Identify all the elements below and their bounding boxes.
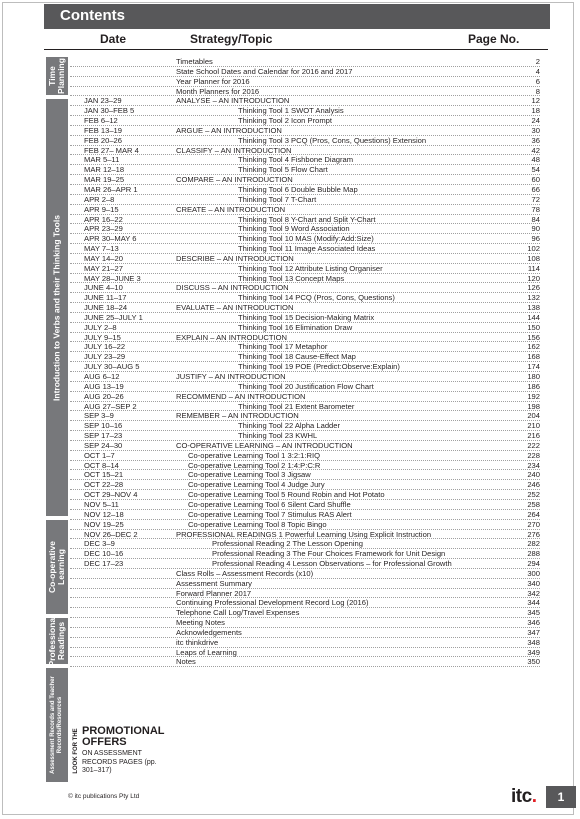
- row-topic[interactable]: Meeting Notes: [176, 618, 225, 628]
- row-date: FEB 6–12: [84, 116, 118, 126]
- row-page-number: 36: [531, 135, 540, 145]
- row-date: MAY 7–13: [84, 244, 119, 254]
- itc-logo-text: itc: [511, 786, 532, 807]
- section-label: Time Planning: [47, 58, 66, 94]
- row-topic[interactable]: Co-operative Learning Tool 3 Jigsaw: [188, 470, 311, 480]
- table-row: [70, 618, 540, 628]
- table-row: [70, 57, 540, 67]
- row-topic[interactable]: Assessment Summary: [176, 578, 252, 588]
- row-topic[interactable]: Thinking Tool 23 KWHL: [238, 431, 318, 441]
- row-date: SEP 3–9: [84, 411, 114, 421]
- row-topic[interactable]: CLASSIFY – AN INTRODUCTION: [176, 145, 292, 155]
- row-topic[interactable]: Timetables: [176, 57, 213, 66]
- row-date: FEB 13–19: [84, 125, 122, 135]
- row-date: NOV 19–25: [84, 519, 124, 529]
- row-date: APR 16–22: [84, 214, 123, 224]
- row-page-number: 4: [535, 66, 540, 76]
- row-page-number: 24: [531, 116, 540, 126]
- row-page-number: 72: [531, 194, 540, 204]
- row-topic[interactable]: Notes: [176, 657, 196, 667]
- row-page-number: 168: [527, 352, 540, 362]
- row-page-number: 120: [527, 273, 540, 283]
- row-page-number: 42: [531, 145, 540, 155]
- row-date: OCT 15–21: [84, 470, 124, 480]
- row-page-number: 18: [531, 106, 540, 116]
- row-page-number: 114: [527, 263, 540, 273]
- table-row: [70, 431, 540, 441]
- table-row: [70, 244, 540, 254]
- row-page-number: 204: [527, 411, 540, 421]
- row-topic[interactable]: Month Planners for 2016: [176, 86, 260, 96]
- table-row: [70, 303, 540, 313]
- table-row: [70, 205, 540, 215]
- section-cooperative-learning: [46, 520, 68, 614]
- row-page-number: 347: [527, 627, 540, 637]
- row-topic[interactable]: ANALYSE – AN INTRODUCTION: [176, 96, 290, 106]
- row-page-number: 180: [527, 372, 540, 381]
- row-date: SEP 10–16: [84, 421, 123, 431]
- row-page-number: 258: [527, 499, 540, 509]
- row-page-number: 264: [527, 509, 540, 519]
- table-row: [70, 579, 540, 589]
- row-page-number: 282: [527, 539, 540, 549]
- row-topic[interactable]: COMPARE – AN INTRODUCTION: [176, 175, 293, 185]
- row-topic[interactable]: DISCUSS – AN INTRODUCTION: [176, 283, 289, 293]
- row-topic[interactable]: REMEMBER – AN INTRODUCTION: [176, 411, 299, 421]
- row-topic[interactable]: Co-operative Learning Tool 6 Silent Card Shuffle: [188, 499, 351, 509]
- row-topic[interactable]: Co-operative Learning Tool 8 Topic Bingo: [188, 519, 327, 529]
- row-page-number: 216: [527, 431, 540, 441]
- row-date: MAR 26–APR 1: [84, 184, 138, 194]
- row-page-number: 228: [527, 450, 540, 460]
- contents-table: [70, 57, 540, 667]
- table-row: [70, 648, 540, 658]
- table-row: [70, 539, 540, 549]
- row-date: APR 9–15: [84, 204, 119, 214]
- table-row: [70, 126, 540, 136]
- row-page-number: 96: [531, 234, 540, 244]
- row-page-number: 270: [527, 519, 540, 529]
- row-page-number: 276: [527, 529, 540, 539]
- row-page-number: 108: [527, 253, 540, 263]
- section-label: Professional Readings: [47, 615, 66, 667]
- row-page-number: 349: [527, 647, 540, 657]
- table-row: [70, 283, 540, 293]
- row-topic[interactable]: Thinking Tool 4 Fishbone Diagram: [238, 155, 354, 165]
- row-date: JULY 16–22: [84, 342, 126, 352]
- row-date: SEP 17–23: [84, 431, 123, 441]
- table-row: [70, 175, 540, 185]
- row-page-number: 8: [535, 86, 540, 96]
- row-topic[interactable]: PROFESSIONAL READINGS 1 Powerful Learning Using Explicit Instruction: [176, 529, 432, 539]
- row-page-number: 30: [531, 125, 540, 135]
- row-date: AUG 6–12: [84, 372, 120, 381]
- table-row: [70, 215, 540, 225]
- table-row: [70, 490, 540, 500]
- row-date: JULY 23–29: [84, 352, 126, 362]
- row-date: MAR 12–18: [84, 165, 125, 175]
- row-date: FEB 27– MAR 4: [84, 145, 139, 155]
- header-tab: [526, 4, 550, 29]
- row-date: NOV 5–11: [84, 499, 119, 509]
- table-row: [70, 96, 540, 106]
- row-date: JUNE 4–10: [84, 283, 123, 293]
- table-row: [70, 441, 540, 451]
- table-row: [70, 451, 540, 461]
- section-assessment-records: [46, 668, 68, 782]
- table-row: [70, 165, 540, 175]
- row-topic[interactable]: Co-operative Learning Tool 4 Judge Jury: [188, 480, 325, 490]
- row-page-number: 156: [527, 332, 540, 342]
- row-date: JULY 9–15: [84, 332, 121, 342]
- row-topic[interactable]: Thinking Tool 3 PCQ (Pros, Cons, Questions) Extension: [238, 135, 427, 145]
- table-row: [70, 530, 540, 540]
- table-row: [70, 136, 540, 146]
- table-row: [70, 500, 540, 510]
- row-date: JAN 23–29: [84, 96, 122, 106]
- row-topic[interactable]: itc thinkdrive: [176, 637, 219, 647]
- section-verbs-thinking-tools: [46, 99, 68, 516]
- table-row: [70, 480, 540, 490]
- row-page-number: 288: [527, 549, 540, 559]
- row-topic[interactable]: Thinking Tool 18 Cause-Effect Map: [238, 352, 356, 362]
- row-page-number: 6: [535, 76, 540, 86]
- row-page-number: 198: [527, 401, 540, 411]
- table-row: [70, 155, 540, 165]
- section-time-planning: [46, 57, 68, 95]
- row-page-number: 294: [527, 559, 540, 569]
- row-topic[interactable]: DESCRIBE – AN INTRODUCTION: [176, 253, 294, 263]
- row-date: MAY 14–20: [84, 253, 123, 263]
- row-topic[interactable]: Thinking Tool 22 Alpha Ladder: [238, 421, 341, 431]
- copyright-text: © itc publications Pty Ltd: [68, 793, 140, 800]
- header-bar: [44, 4, 550, 29]
- promo-title: PROMOTIONAL OFFERS: [82, 725, 165, 748]
- date-column-header: Date: [100, 32, 127, 46]
- row-page-number: 240: [527, 470, 540, 480]
- row-topic[interactable]: CO-OPERATIVE LEARNING – AN INTRODUCTION: [176, 440, 353, 450]
- row-topic[interactable]: Thinking Tool 12 Attribute Listing Organiser: [238, 263, 383, 273]
- row-topic[interactable]: Thinking Tool 15 Decision-Making Matrix: [238, 312, 375, 322]
- row-topic[interactable]: Professional Reading 4 Lesson Observations – for Professional Growth: [212, 559, 452, 569]
- table-row: [70, 628, 540, 638]
- row-date: OCT 29–NOV 4: [84, 490, 138, 500]
- row-page-number: 346: [527, 618, 540, 628]
- row-date: AUG 13–19: [84, 381, 124, 391]
- table-row: [70, 333, 540, 343]
- row-date: NOV 12–18: [84, 509, 124, 519]
- row-date: OCT 8–14: [84, 460, 119, 470]
- row-topic[interactable]: Thinking Tool 16 Elimination Draw: [238, 322, 353, 332]
- table-row: [70, 264, 540, 274]
- table-row: [70, 589, 540, 599]
- table-row: [70, 67, 540, 77]
- row-topic[interactable]: Co-operative Learning Tool 1 3:2:1:RIQ: [188, 450, 320, 460]
- row-page-number: 144: [527, 312, 540, 322]
- row-date: MAY 28–JUNE 3: [84, 273, 141, 283]
- table-row: [70, 195, 540, 205]
- table-row: [70, 185, 540, 195]
- table-row: [70, 146, 540, 156]
- row-topic[interactable]: Thinking Tool 13 Concept Maps: [238, 273, 345, 283]
- table-row: [70, 106, 540, 116]
- row-date: MAY 21–27: [84, 263, 123, 273]
- row-topic[interactable]: Thinking Tool 21 Extent Barometer: [238, 401, 355, 411]
- table-row: [70, 520, 540, 530]
- table-row: [70, 342, 540, 352]
- row-topic[interactable]: Co-operative Learning Tool 2 1:4:P:C:R: [188, 460, 321, 470]
- row-topic[interactable]: EXPLAIN – AN INTRODUCTION: [176, 332, 287, 342]
- row-date: DEC 3–9: [84, 539, 115, 549]
- table-row: [70, 510, 540, 520]
- row-topic[interactable]: Thinking Tool 9 Word Association: [238, 224, 350, 234]
- row-topic[interactable]: Thinking Tool 1 SWOT Analysis: [238, 106, 344, 116]
- row-topic[interactable]: EVALUATE – AN INTRODUCTION: [176, 303, 294, 313]
- row-date: NOV 26–DEC 2: [84, 529, 138, 539]
- row-page-number: 162: [527, 342, 540, 352]
- row-date: JULY 2–8: [84, 322, 117, 332]
- row-topic[interactable]: State School Dates and Calendar for 2016 and 2017: [176, 66, 353, 76]
- itc-logo: itc.: [511, 786, 537, 807]
- table-row: [70, 461, 540, 471]
- table-row: [70, 608, 540, 618]
- row-date: FEB 20–26: [84, 135, 122, 145]
- row-page-number: 126: [527, 283, 540, 293]
- row-topic[interactable]: Thinking Tool 6 Double Bubble Map: [238, 184, 358, 194]
- row-page-number: 78: [531, 204, 540, 214]
- row-page-number: 348: [527, 637, 540, 647]
- row-topic[interactable]: RECOMMEND – AN INTRODUCTION: [176, 391, 306, 401]
- table-row: [70, 352, 540, 362]
- row-topic[interactable]: Thinking Tool 20 Justification Flow Chart: [238, 381, 374, 391]
- table-row: [70, 372, 540, 382]
- header-rule: [44, 49, 548, 50]
- row-topic[interactable]: Thinking Tool 19 POE (Predict:Observe:Explain): [238, 362, 400, 372]
- table-row: [70, 362, 540, 372]
- table-row: [70, 87, 540, 97]
- section-professional-readings: [46, 615, 68, 667]
- row-date: AUG 20–26: [84, 391, 124, 401]
- row-page-number: 350: [527, 657, 540, 667]
- row-date: JULY 30–AUG 5: [84, 362, 140, 372]
- row-date: MAR 5–11: [84, 155, 120, 165]
- section-label: Assessment Records and Teacher Records/Resources: [50, 676, 63, 774]
- row-topic[interactable]: JUSTIFY – AN INTRODUCTION: [176, 372, 286, 381]
- row-topic[interactable]: Thinking Tool 11 Image Associated Ideas: [238, 244, 376, 254]
- table-row: [70, 411, 540, 421]
- row-topic[interactable]: Telephone Call Log/Travel Expenses: [176, 608, 300, 618]
- row-topic[interactable]: Forward Planner 2017: [176, 588, 252, 598]
- table-row: [70, 293, 540, 303]
- row-page-number: 344: [527, 598, 540, 608]
- row-page-number: 84: [531, 214, 540, 224]
- row-date: SEP 24–30: [84, 440, 123, 450]
- table-row: [70, 323, 540, 333]
- row-page-number: 48: [531, 155, 540, 165]
- row-topic[interactable]: Thinking Tool 7 T-Chart: [238, 194, 317, 204]
- row-date: MAR 19–25: [84, 175, 125, 185]
- row-page-number: 66: [531, 184, 540, 194]
- row-topic[interactable]: Thinking Tool 8 Y-Chart and Split Y-Chart: [238, 214, 376, 224]
- row-page-number: 222: [527, 440, 540, 450]
- row-date: OCT 22–28: [84, 480, 124, 490]
- row-date: JUNE 25–JULY 1: [84, 312, 143, 322]
- row-date: JUNE 18–24: [84, 303, 128, 313]
- row-topic[interactable]: Co-operative Learning Tool 7 Stimulus RAS Alert: [188, 509, 352, 519]
- row-page-number: 234: [527, 460, 540, 470]
- row-page-number: 300: [527, 568, 540, 578]
- table-row: [70, 116, 540, 126]
- table-row: [70, 559, 540, 569]
- row-topic[interactable]: Leaps of Learning: [176, 647, 237, 657]
- promo-description: ON ASSESSMENT RECORDS PAGES (pp. 301–317): [82, 750, 157, 774]
- row-page-number: 345: [527, 608, 540, 618]
- row-page-number: 340: [527, 578, 540, 588]
- row-date: JAN 30–FEB 5: [84, 106, 135, 116]
- row-date: APR 30–MAY 6: [84, 234, 137, 244]
- row-page-number: 132: [527, 293, 540, 303]
- table-row: [70, 224, 540, 234]
- row-page-number: 210: [527, 421, 540, 431]
- row-topic[interactable]: Thinking Tool 14 PCQ (Pros, Cons, Questions): [238, 293, 395, 303]
- table-row: [70, 254, 540, 264]
- row-page-number: 246: [527, 480, 540, 490]
- row-topic[interactable]: Co-operative Learning Tool 5 Round Robin and Hot Potato: [188, 490, 385, 500]
- row-date: AUG 27–SEP 2: [84, 401, 137, 411]
- row-page-number: 2: [535, 57, 540, 66]
- row-date: APR 2–8: [84, 194, 115, 204]
- row-page-number: 342: [527, 588, 540, 598]
- page-title: Contents: [60, 7, 125, 24]
- row-page-number: 12: [531, 96, 540, 106]
- row-topic[interactable]: Year Planner for 2016: [176, 76, 250, 86]
- page-number: 1: [546, 786, 576, 808]
- table-row: [70, 274, 540, 284]
- row-page-number: 102: [527, 244, 540, 254]
- row-topic[interactable]: Professional Reading 3 The Four Choices Framework for Unit Design: [212, 549, 446, 559]
- row-topic[interactable]: Thinking Tool 2 Icon Prompt: [238, 116, 332, 126]
- row-page-number: 90: [531, 224, 540, 234]
- row-date: JUNE 11–17: [84, 293, 127, 303]
- row-topic[interactable]: ARGUE – AN INTRODUCTION: [176, 125, 282, 135]
- row-topic[interactable]: Professional Reading 2 The Lesson Opening: [212, 539, 363, 549]
- table-row: [70, 313, 540, 323]
- row-page-number: 186: [527, 381, 540, 391]
- table-row: [70, 657, 540, 667]
- strategy-column-header: Strategy/Topic: [190, 32, 273, 46]
- row-page-number: 60: [531, 175, 540, 185]
- row-page-number: 174: [527, 362, 540, 372]
- row-topic[interactable]: CREATE – AN INTRODUCTION: [176, 204, 286, 214]
- table-row: [70, 382, 540, 392]
- row-page-number: 150: [527, 322, 540, 332]
- table-row: [70, 569, 540, 579]
- row-date: OCT 1–7: [84, 450, 115, 460]
- row-page-number: 138: [527, 303, 540, 313]
- table-row: [70, 234, 540, 244]
- table-row: [70, 402, 540, 412]
- table-row: [70, 421, 540, 431]
- row-page-number: 192: [527, 391, 540, 401]
- section-label: Co-operative Learning: [47, 541, 66, 593]
- table-row: [70, 392, 540, 402]
- row-page-number: 252: [527, 490, 540, 500]
- row-topic[interactable]: Continuing Professional Development Record Log (2016): [176, 598, 369, 608]
- row-date: APR 23–29: [84, 224, 123, 234]
- row-page-number: 54: [531, 165, 540, 175]
- row-topic[interactable]: Thinking Tool 17 Metaphor: [238, 342, 328, 352]
- row-date: DEC 10–16: [84, 549, 124, 559]
- row-topic[interactable]: Thinking Tool 10 MAS (Modify:Add:Size): [238, 234, 374, 244]
- table-row: [70, 77, 540, 87]
- page-column-header: Page No.: [468, 32, 520, 46]
- row-topic[interactable]: Acknowledgements: [176, 627, 242, 637]
- table-row: [70, 470, 540, 480]
- promo-side-text: LOOK FOR THE: [73, 728, 79, 774]
- table-row: [70, 549, 540, 559]
- row-topic[interactable]: Class Rolls – Assessment Records (x10): [176, 568, 314, 578]
- table-row: [70, 598, 540, 608]
- row-topic[interactable]: Thinking Tool 5 Flow Chart: [238, 165, 328, 175]
- row-date: DEC 17–23: [84, 559, 124, 569]
- table-row: [70, 638, 540, 648]
- section-label: Introduction to Verbs and their Thinking Tools: [51, 214, 62, 401]
